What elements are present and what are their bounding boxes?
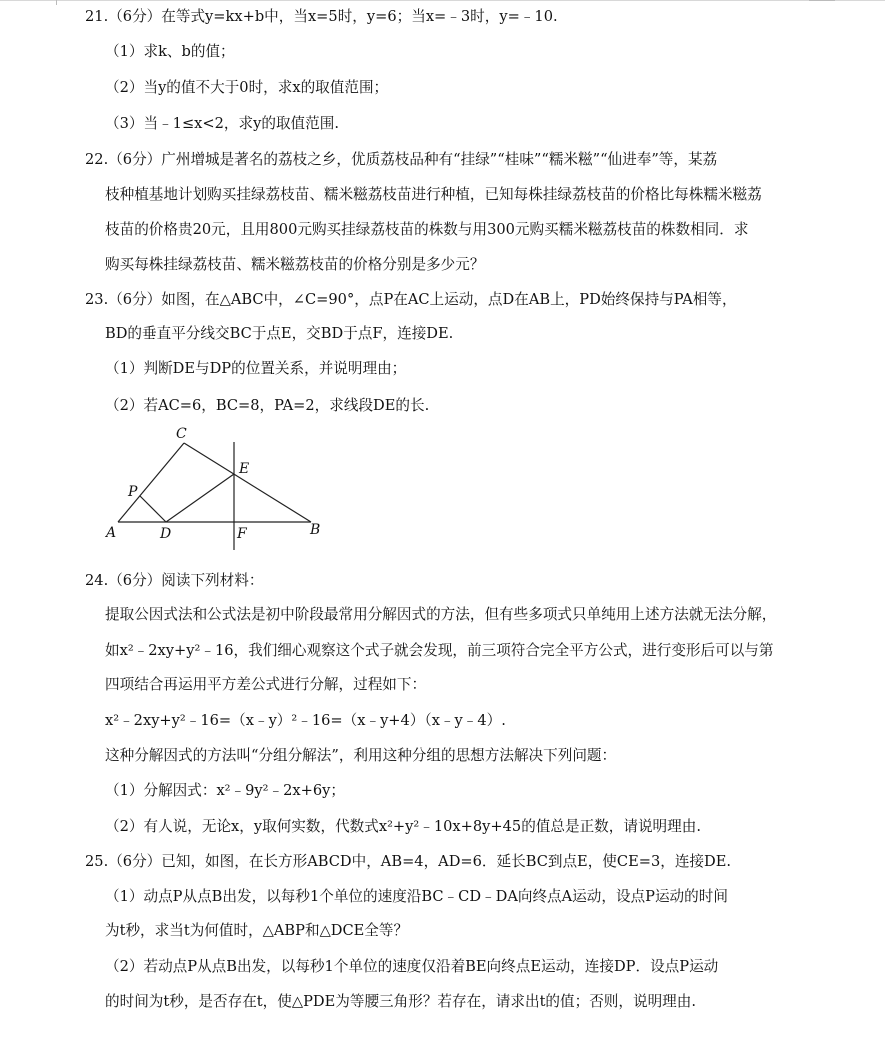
q24-material-1: 提取公因式法和公式法是初中阶段最常用分解因式的方法，但有些多项式只单纯用上述方法就无法分解， bbox=[105, 606, 777, 623]
q25-part2-line1: （2）若动点P从点B出发，以每秒1个单位的速度仅沿着BE向终点E运动，连接DP．设点P运动 bbox=[105, 958, 719, 975]
segment-AC bbox=[118, 443, 184, 522]
q23-part1: （1）判断DE与DP的位置关系，并说明理由； bbox=[105, 360, 407, 377]
q21-part1: （1）求k、b的值； bbox=[105, 43, 235, 60]
q23-part2: （2）若AC=6，BC=8，PA=2，求线段DE的长. bbox=[105, 397, 430, 414]
q25-part1-line1: （1）动点P从点B出发，以每秒1个单位的速度沿BC﹣CD﹣DA向终点A运动，设点P运动的时间 bbox=[105, 888, 728, 905]
q21-stem: 21.（6分）在等式y=kx+b中，当x=5时，y=6；当x=﹣3时，y=﹣10. bbox=[85, 8, 558, 25]
q24-stem: 24.（6分）阅读下列材料： bbox=[85, 572, 264, 589]
q25-stem: 25.（6分）已知，如图，在长方形ABCD中，AB=4，AD=6．延长BC到点E，使CE=3，连接DE. bbox=[85, 853, 732, 870]
q25-part1-line2: 为t秒，求当t为何值时，△ABP和△DCE全等？ bbox=[105, 922, 409, 939]
margin-corner-mark-left bbox=[56, 0, 57, 5]
segment-DE bbox=[166, 474, 234, 522]
q24-method-intro: 这种分解因式的方法叫“分组分解法”，利用这种分组的思想方法解决下列问题： bbox=[105, 747, 617, 764]
q22-stem-line1: 22.（6分）广州增城是著名的荔枝之乡，优质荔枝品种有“挂绿”“桂味”“糯米糍”“仙进奉”等，某荔 bbox=[85, 151, 718, 168]
label-B: B bbox=[310, 522, 321, 538]
segment-CB bbox=[184, 443, 311, 522]
segment-PD bbox=[140, 496, 166, 522]
triangle-figure-svg bbox=[96, 424, 332, 556]
q24-derivation: x²﹣2xy+y²﹣16=（x﹣y）²﹣16=（x﹣y+4）（x﹣y﹣4）. bbox=[105, 712, 506, 729]
margin-corner-mark-right bbox=[809, 0, 835, 5]
q24-part2: （2）有人说，无论x，y取何实数，代数式x²+y²﹣10x+8y+45的值总是正数，请说明理由. bbox=[105, 818, 701, 835]
q22-stem-line2: 枝种植基地计划购买挂绿荔枝苗、糯米糍荔枝苗进行种植，已知每株挂绿荔枝苗的价格比每株糯米糍荔 bbox=[105, 186, 762, 203]
label-P: P bbox=[128, 484, 138, 500]
q24-part1: （1）分解因式：x²﹣9y²﹣2x+6y； bbox=[105, 782, 345, 799]
label-D: D bbox=[160, 526, 172, 542]
q22-stem-line3: 枝苗的价格贵20元，且用800元购买挂绿荔枝苗的株数与用300元购买糯米糍荔枝苗的株数相同．求 bbox=[105, 221, 749, 238]
triangle-figure bbox=[96, 424, 332, 556]
label-A: A bbox=[106, 525, 117, 541]
label-E: E bbox=[239, 461, 250, 477]
q24-material-2: 如x²﹣2xy+y²﹣16，我们细心观察这个式子就会发现，前三项符合完全平方公式，进行变形后可以与第 bbox=[105, 642, 774, 659]
q23-stem-line1: 23.（6分）如图，在△ABC中，∠C=90°，点P在AC上运动，点D在AB上，PD始终保持与PA相等， bbox=[85, 291, 737, 308]
page-top-rule bbox=[0, 0, 885, 1]
label-C: C bbox=[176, 426, 187, 442]
q24-material-3: 四项结合再运用平方差公式进行分解，过程如下： bbox=[105, 676, 427, 693]
label-F: F bbox=[237, 526, 247, 542]
q21-part3: （3）当﹣1≤x<2，求y的取值范围. bbox=[105, 115, 339, 132]
q23-stem-line2: BD的垂直平分线交BC于点E，交BD于点F，连接DE. bbox=[105, 325, 454, 342]
q25-part2-line2: 的时间为t秒，是否存在t，使△PDE为等腰三角形？若存在，请求出t的值；否则，说明理由. bbox=[105, 993, 697, 1010]
q22-stem-line4: 购买每株挂绿荔枝苗、糯米糍荔枝苗的价格分别是多少元？ bbox=[105, 256, 485, 273]
q21-part2: （2）当y的值不大于0时，求x的取值范围； bbox=[105, 79, 389, 96]
